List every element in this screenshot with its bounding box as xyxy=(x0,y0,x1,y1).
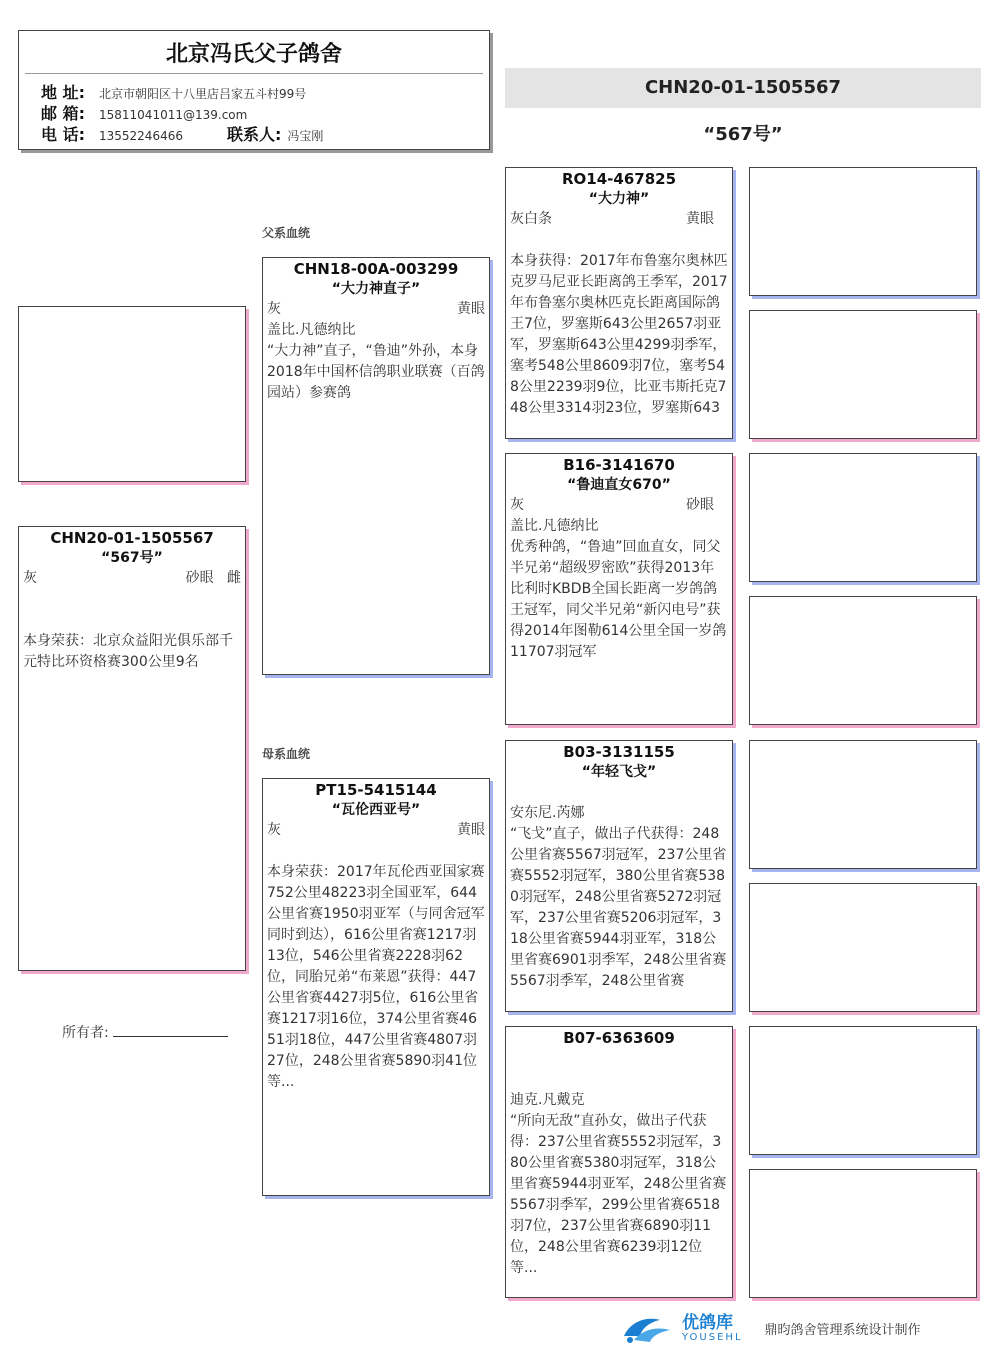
great-grandparent-card xyxy=(749,310,977,439)
great-grandparent-card xyxy=(749,1169,977,1298)
sire-dam-card xyxy=(505,453,733,725)
sire-color: 灰 xyxy=(267,301,281,317)
dam-sire-notes: “飞戈”直子，做出子代获得：248公里省赛5567羽冠军，237公里省赛5552羽冠军，380公里省赛5380羽冠军，248公里省赛5272羽冠军，237公里省赛5206羽冠军，318公里省赛5944羽亚军，318公里省赛6901羽季军，248公里省赛5567羽季军，248公里省赛 xyxy=(510,826,727,989)
sire-dam-name: “鲁迪直女670” xyxy=(567,477,671,493)
subject-ring: CHN20-01-1505567 xyxy=(50,529,214,547)
sire-notes: “大力神”直子，“鲁迪”外孙，本身2018年中国杯信鸽职业联赛（百鸽园站）参赛鸽 xyxy=(267,343,485,401)
owner-field xyxy=(62,1022,228,1042)
dam-dam-notes: “所向无敌”直孙女，做出子代获得：237公里省赛5552羽冠军，380公里省赛5380羽冠军，318公里省赛5944羽亚军，248公里省赛5567羽季军，299公里省赛6518羽7位，237公里省赛6890羽11位，248公里省赛6239羽12位 等... xyxy=(510,1113,727,1276)
dam-dam-ring: B07-6363609 xyxy=(563,1029,675,1047)
loft-title: 北京冯氏父子鸽舍 xyxy=(165,42,342,67)
great-grandparent-card xyxy=(749,1026,977,1155)
owner-signature-line xyxy=(113,1023,228,1037)
sire-ring: CHN18-00A-003299 xyxy=(293,260,459,278)
subject-name: “567号” xyxy=(101,550,163,566)
sire-dam-color: 灰 xyxy=(510,497,524,513)
dam-line-label: 母系血统 xyxy=(262,747,311,761)
dam-sire-breeder: 安东尼.芮娜 xyxy=(510,805,585,821)
dam-color: 灰 xyxy=(267,822,281,838)
sire-traits xyxy=(263,299,489,320)
sire-sire-notes: 本身获得：2017年布鲁塞尔奥林匹克罗马尼亚长距离鸽王季军，2017年布鲁塞尔奥林匹克长距离国际鸽王7位，罗塞斯643公里2657羽亚军，罗塞斯643公里4299羽季军，塞考548公里8609羽7位，塞考548公里2239羽9位，比亚韦斯托克748公里3314羽23位，罗塞斯643 xyxy=(510,253,728,416)
email-value: 15811041011@139.com xyxy=(99,108,248,122)
sire-sire-name: “大力神” xyxy=(588,191,650,207)
contact-label: 联系人: xyxy=(226,125,282,144)
dam-sire-name: “年轻飞戈” xyxy=(581,764,657,780)
dam-dam-card xyxy=(505,1026,733,1298)
sire-name: “大力神直子” xyxy=(331,281,421,297)
sire-sire-eye: 黄眼 xyxy=(686,211,714,227)
owner-label: 所有者: xyxy=(62,1025,109,1041)
sire-eye: 黄眼 xyxy=(457,301,485,317)
dam-sire-ring: B03-3131155 xyxy=(563,743,675,761)
loft-info-card xyxy=(18,30,490,150)
great-grandparent-card xyxy=(749,596,977,725)
great-grandparent-card xyxy=(749,883,977,1012)
maker-credit: 鼎昀鸽舍管理系统设计制作 xyxy=(764,1322,921,1338)
dam-ring: PT15-5415144 xyxy=(315,781,437,799)
dam-card xyxy=(262,778,490,1196)
dam-sire-card xyxy=(505,740,733,1012)
sire-dam-ring: B16-3141670 xyxy=(563,456,675,474)
subject-notes: 本身荣获：北京众益阳光俱乐部千元特比环资格赛300公里9名 xyxy=(23,633,233,670)
dam-dam-breeder: 迪克.凡戴克 xyxy=(510,1092,585,1108)
bird-photo-frame xyxy=(18,306,246,482)
email-label: 邮 箱: xyxy=(41,104,85,123)
address-row xyxy=(19,80,489,101)
sire-dam-eye: 砂眼 xyxy=(686,497,714,513)
phone-value: 13552246466 xyxy=(99,129,183,143)
dam-traits xyxy=(263,820,489,841)
sire-card xyxy=(262,257,490,675)
sire-breeder: 盖比.凡德纳比 xyxy=(267,322,356,338)
sire-dam-traits xyxy=(506,495,732,516)
email-row xyxy=(19,101,489,122)
subject-ring-banner: CHN20-01-1505567 xyxy=(505,68,981,108)
brand-name: 优鸽库 xyxy=(682,1312,733,1333)
sire-sire-ring: RO14-467825 xyxy=(561,170,677,188)
phone-row xyxy=(19,122,489,143)
sire-sire-color: 灰白条 xyxy=(510,211,552,227)
great-grandparent-card xyxy=(749,167,977,296)
subject-color: 灰 xyxy=(23,570,37,586)
dam-name: “瓦伦西亚号” xyxy=(331,802,421,818)
dam-eye: 黄眼 xyxy=(457,822,485,838)
sire-line-label: 父系血统 xyxy=(262,226,311,240)
sire-dam-breeder: 盖比.凡德纳比 xyxy=(510,518,599,534)
subject-traits xyxy=(19,568,245,589)
address-label: 地 址: xyxy=(41,83,85,102)
dam-notes: 本身荣获：2017年瓦伦西亚国家赛752公里48223羽全国亚军，644公里省赛1950羽亚军（与同舍冠军同时到达），616公里省赛1217羽13位，546公里省赛2228羽62位，同胎兄弟“布莱恩”获得：447公里省赛4427羽5位，616公里省赛1217羽16位，374公里省赛4651羽18位，447公里省赛4807羽27位，248公里省赛5890羽41位等... xyxy=(267,864,485,1090)
sire-sire-card xyxy=(505,167,733,439)
subject-eye: 砂眼 xyxy=(185,570,214,586)
subject-name-banner: “567号” xyxy=(703,124,783,145)
great-grandparent-card xyxy=(749,740,977,869)
phone-label: 电 话: xyxy=(41,125,85,144)
sire-dam-notes: 优秀种鸽，“鲁迪”回血直女，同父半兄弟“超级罗密欧”获得2013年比利时KBDB全国长距离一岁鸽鸽王冠军，同父半兄弟“新闪电号”获得2014年图勒614公里全国一岁鸽11707羽冠军 xyxy=(510,539,727,660)
header-divider xyxy=(25,73,483,74)
sire-sire-traits xyxy=(506,209,732,230)
great-grandparent-card xyxy=(749,453,977,582)
subject-card xyxy=(18,526,246,971)
subject-sex: 雌 xyxy=(227,570,241,586)
contact-value: 冯宝刚 xyxy=(287,129,324,143)
youseku-logo-icon xyxy=(620,1310,676,1346)
footer xyxy=(620,1308,980,1348)
brand-block xyxy=(682,1314,743,1343)
address-value: 北京市朝阳区十八里店吕家五斗村99号 xyxy=(99,87,307,101)
brand-name-en: YOUSEHL xyxy=(682,1331,743,1343)
